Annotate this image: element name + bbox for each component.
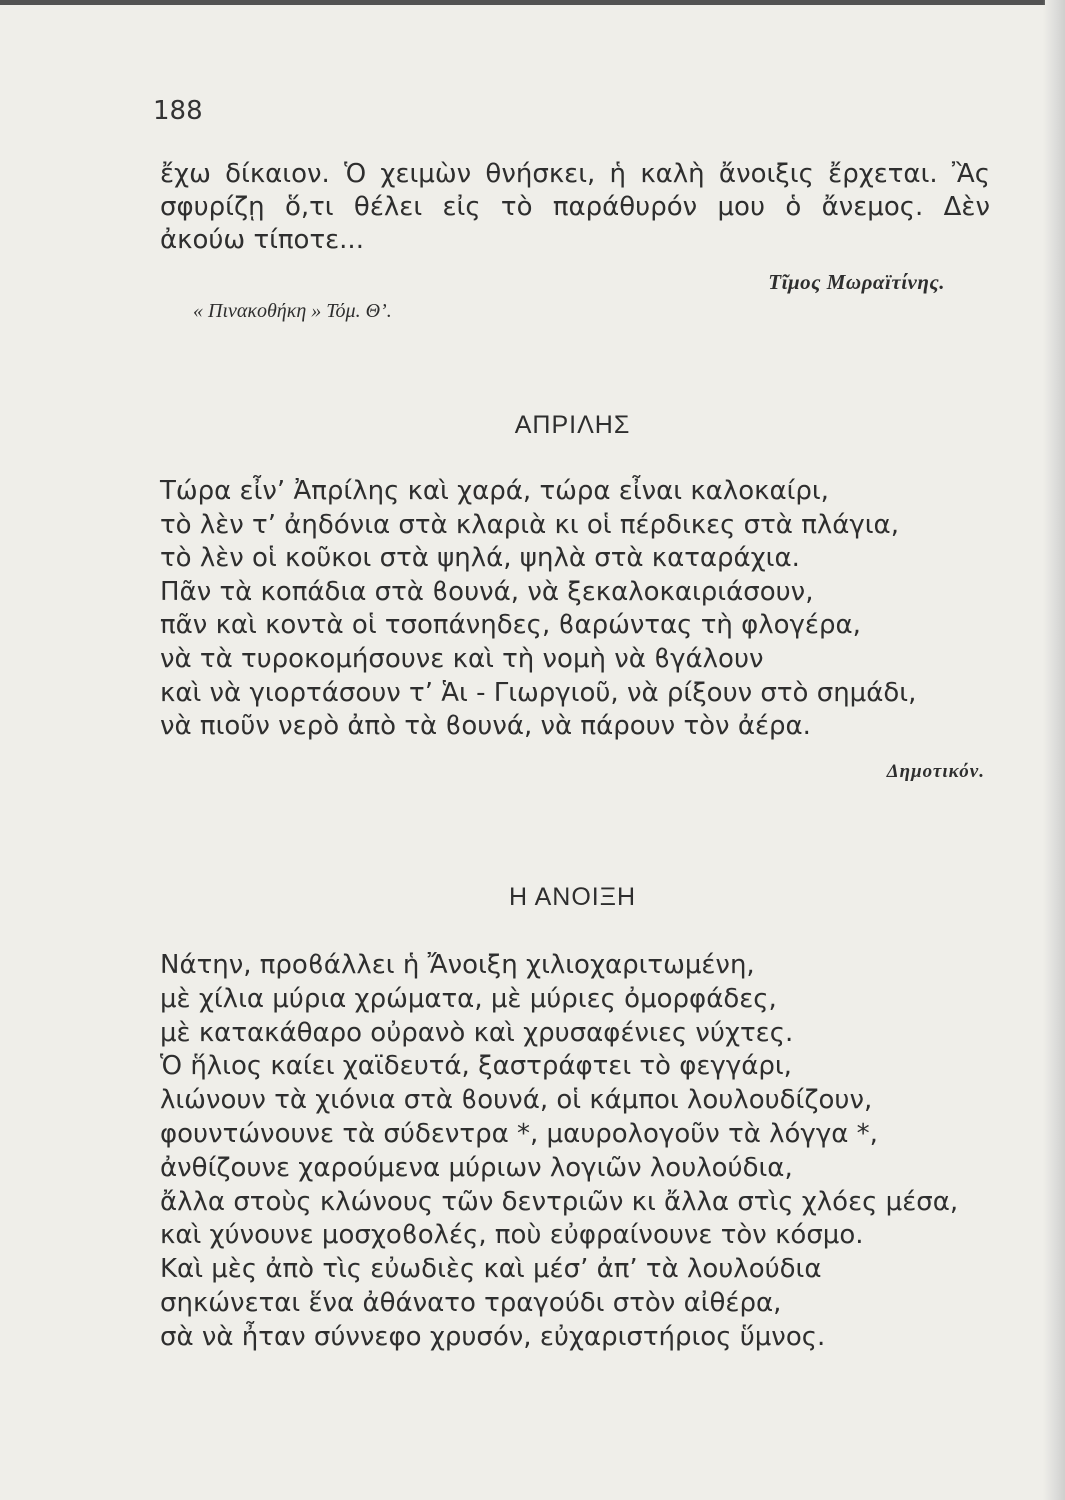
poem-title-anoixi: Η ΑΝΟΙΞΗ — [508, 883, 637, 911]
verse-line: λιώνουν τὰ χιόνια στὰ ϐουνά, οἱ κάμποι λουλουδίζουν, — [160, 1085, 873, 1116]
verse-line: Πᾶν τὰ κοπάδια στὰ ϐουνά, νὰ ξεκαλοκαιριάσουν, — [160, 576, 814, 607]
verse-line: τὸ λὲν τ’ ἀηδόνια στὰ κλαριὰ κι οἱ πέρδικες στὰ πλάγια, — [160, 509, 899, 540]
verse-line: σὰ νὰ ἦταν σύννεφο χρυσόν, εὐχαριστήριος ὕμνος. — [160, 1321, 826, 1352]
verse-line: Ὁ ἥλιος καίει χαϊδευτά, ξαστράφτει τὸ φεγγάρι, — [160, 1051, 792, 1082]
scan-edge-right — [1043, 0, 1065, 1500]
intro-paragraph — [160, 158, 990, 257]
verse-line: καὶ χύνουνε μοσχοϐολές, ποὺ εὐφραίνουνε τὸν κόσμο. — [160, 1220, 864, 1251]
verse-line: νὰ τὰ τυροκομήσουνε καὶ τὴ νομὴ νὰ ϐγάλουν — [160, 643, 764, 674]
verse-line: καὶ νὰ γιορτάσουν τ’ Ἁι - Γιωργιοῦ, νὰ ρίξουν στὸ σημάδι, — [160, 677, 917, 708]
verse-line: ἀνθίζουνε χαρούμενα μύριων λογιῶν λουλούδια, — [160, 1152, 793, 1183]
verse-line: ἄλλα στοὺς κλώνους τῶν δεντριῶν κι ἄλλα στὶς χλόες μέσα, — [160, 1186, 959, 1217]
poem-anoixi — [160, 949, 1000, 1355]
verse-line: μὲ κατακάθαρο οὐρανὸ καὶ χρυσαφένιες νύχτες. — [160, 1017, 794, 1048]
poem-title-aprilis: ΑΠΡΙΛΗΣ — [514, 411, 631, 439]
poem-aprilis — [160, 475, 1000, 744]
intro-line: σφυρίζῃ ὅ,τι θέλει εἰς τὸ παράθυρόν μου ὁ ἄνεμος. Δὲν — [160, 192, 990, 222]
verse-line: Τώρα εἶν’ Ἀπρίλης καὶ χαρά, τώρα εἶναι καλοκαίρι, — [160, 476, 829, 506]
verse-line: πᾶν καὶ κοντὰ οἱ τσοπάνηδες, ϐαρώντας τὴ φλογέρα, — [160, 610, 861, 641]
verse-line: νὰ πιοῦν νερὸ ἀπὸ τὰ ϐουνά, νὰ πάρουν τὸν ἀέρα. — [160, 711, 811, 742]
page-number: 188 — [153, 96, 203, 126]
verse-line: μὲ χίλια μύρια χρώματα, μὲ μύριες ὀμορφάδες, — [160, 983, 777, 1014]
intro-line: ἔχω δίκαιον. Ὁ χειμὼν θνήσκει, ἡ καλὴ ἄνοιξις ἔρχεται. Ἂς — [160, 159, 990, 189]
scan-edge-top — [0, 0, 1045, 5]
verse-line: Καὶ μὲς ἀπὸ τὶς εὐωδιὲς καὶ μέσ’ ἀπ’ τὰ λουλούδια — [160, 1254, 822, 1285]
intro-line: ἀκούω τίποτε... — [160, 225, 364, 255]
intro-author: Τῖμος Μωραϊτίνης. — [768, 270, 945, 294]
verse-line: τὸ λὲν οἱ κοῦκοι στὰ ψηλά, ψηλὰ στὰ καταράχια. — [160, 543, 800, 574]
verse-line: σηκώνεται ἕνα ἀθάνατο τραγούδι στὸν αἰθέρα, — [160, 1287, 782, 1318]
verse-line: Νάτην, προϐάλλει ἡ Ἄνοιξη χιλιοχαριτωμένη, — [160, 950, 755, 980]
verse-line: φουντώνουνε τὰ σύδεντρα *, μαυρολογοῦν τὰ λόγγα *, — [160, 1118, 878, 1149]
poem-attribution: Δημοτικόν. — [886, 761, 985, 782]
intro-source: « Πινακοθήκη » Τόμ. Θ’. — [193, 300, 392, 322]
